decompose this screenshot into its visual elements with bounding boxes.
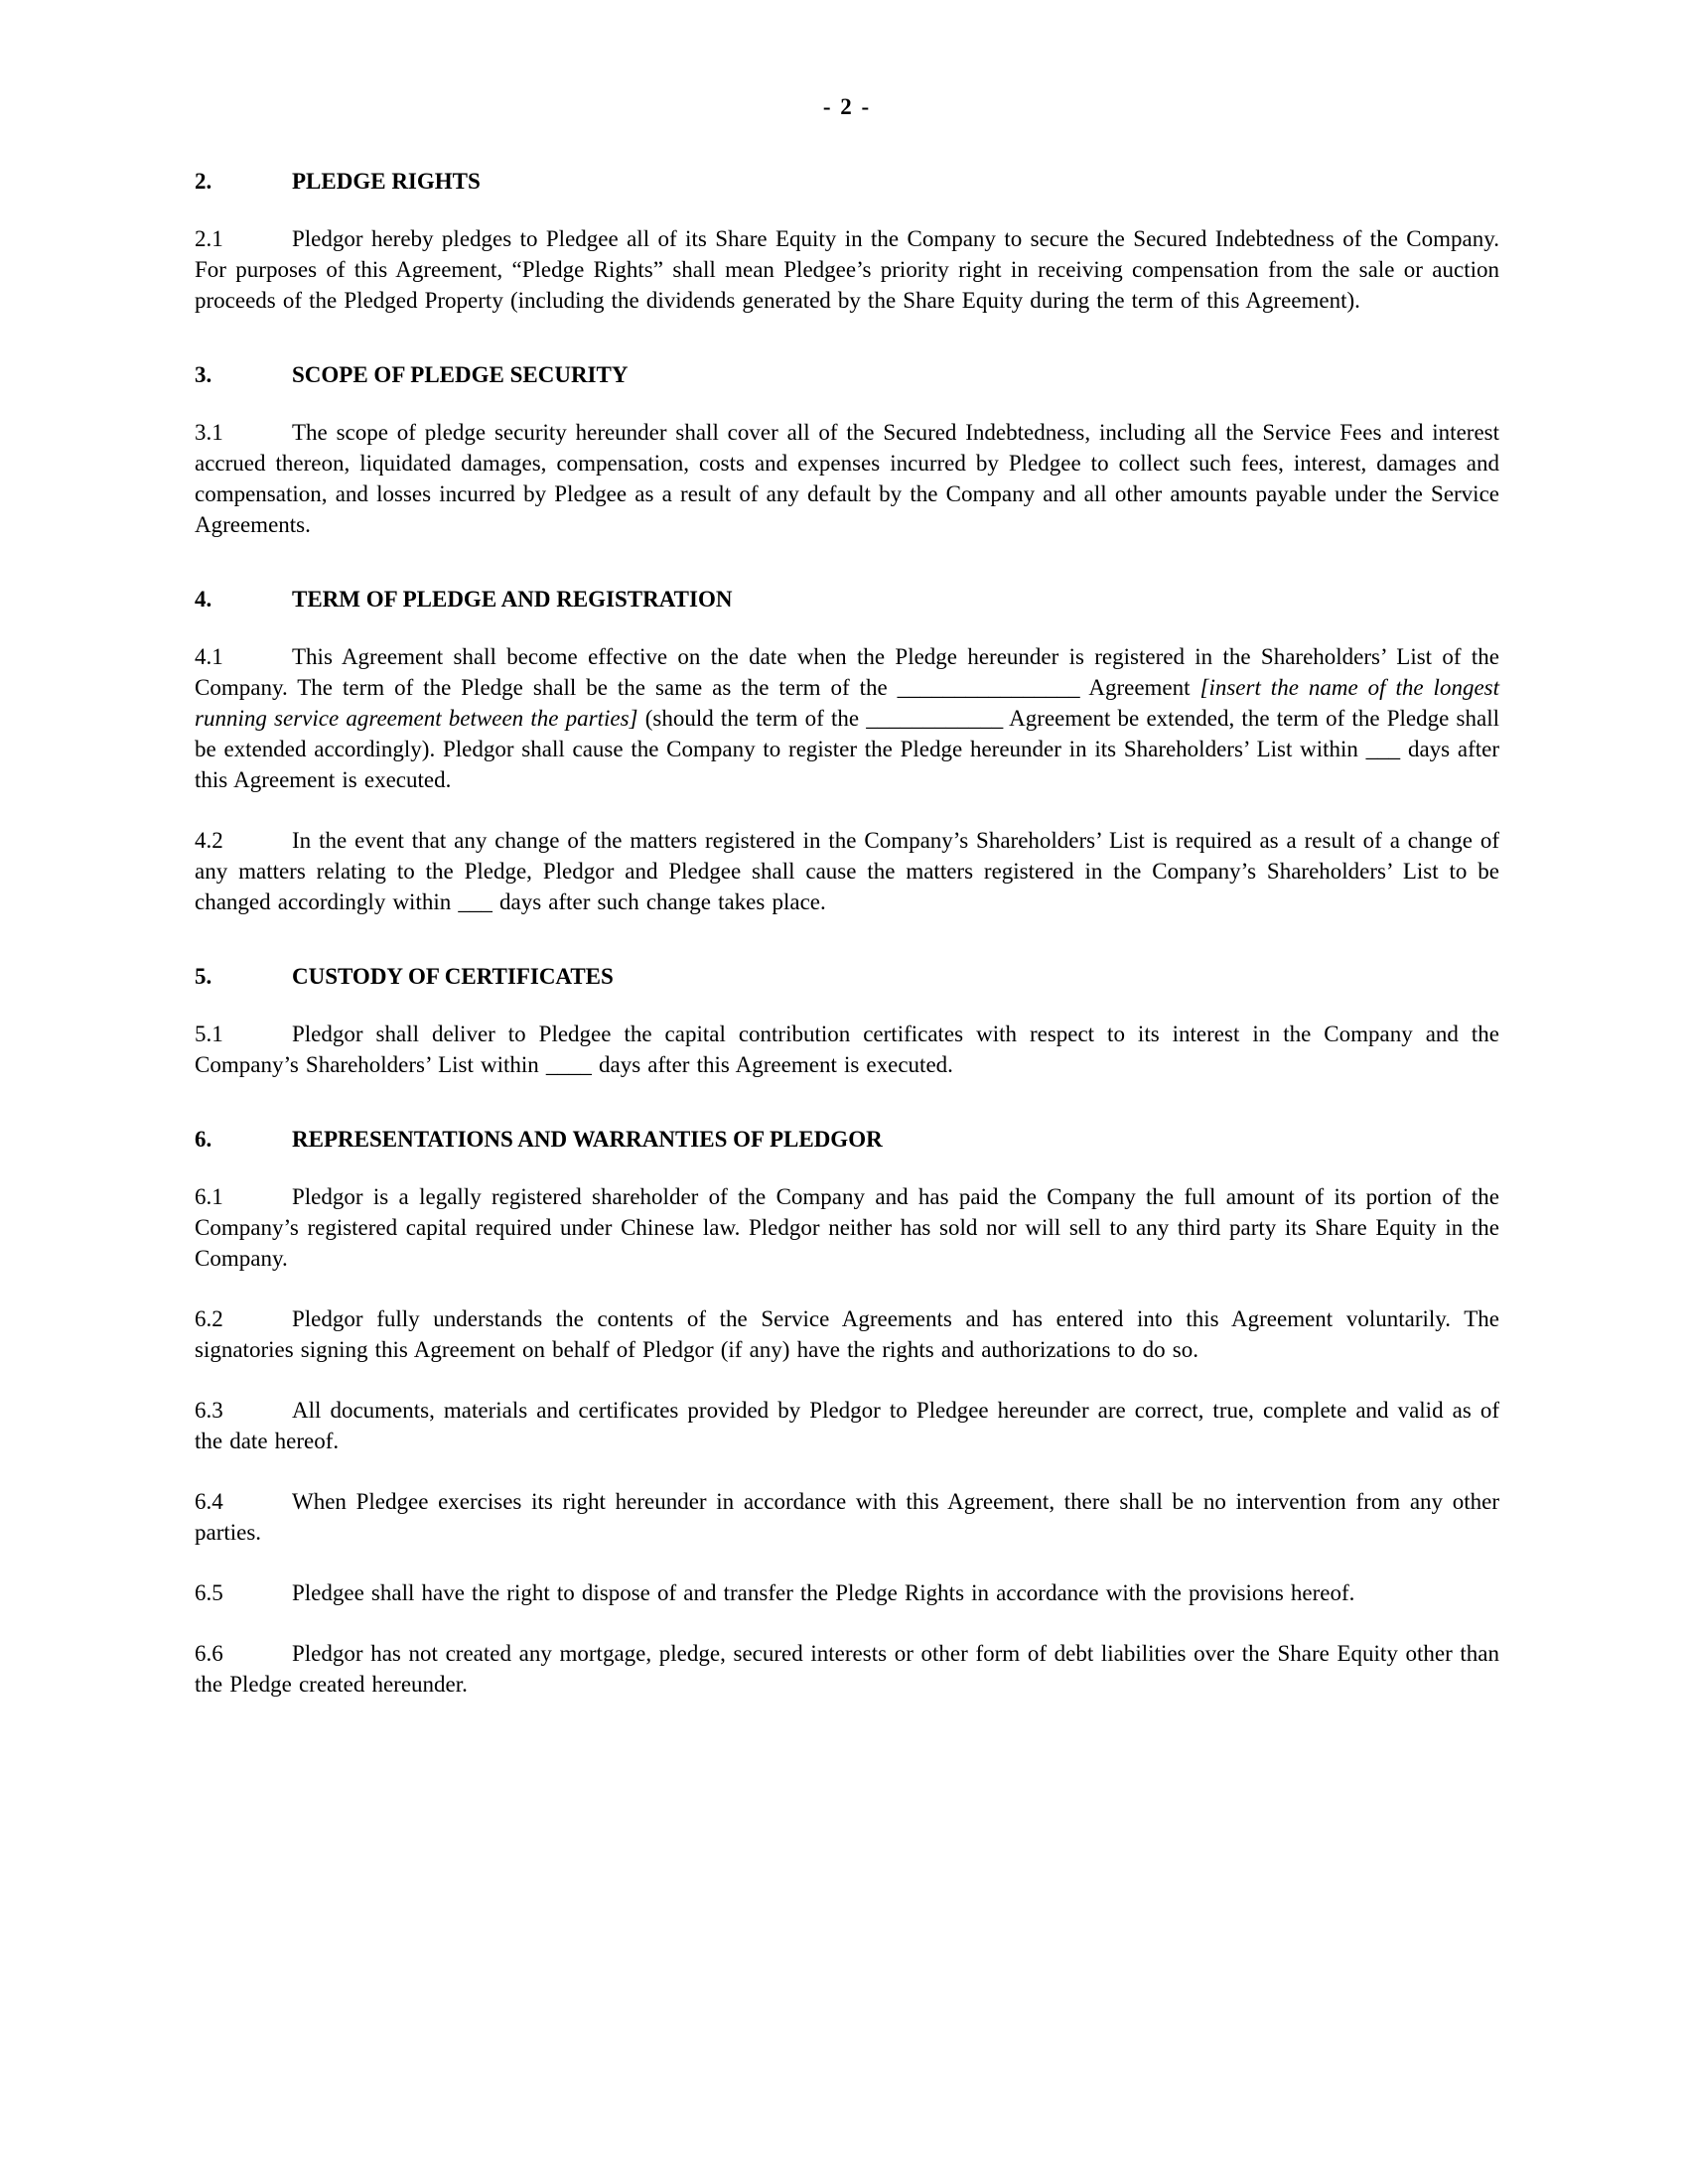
clause-text: In the event that any change of the matters registered in the Company’s Shareholders’ List is required as a result of a change of any matters relating to the Pledge, Pledgor and Pledgee shall cause the matters registered in the Company’s Shareholders’ List to be changed accordingly within ___ days after such change takes place. — [195, 828, 1499, 914]
section-heading-scope-of-pledge-security — [195, 359, 1499, 390]
section-title: SCOPE OF PLEDGE SECURITY — [292, 362, 629, 387]
clause-text: Pledgee shall have the right to dispose of and transfer the Pledge Rights in accordance with the provisions hereof. — [292, 1580, 1355, 1605]
clause-number: 6.2 — [195, 1306, 223, 1331]
clause-number: 6.6 — [195, 1641, 223, 1666]
clause-text: The scope of pledge security hereunder shall cover all of the Secured Indebtedness, including all the Service Fees and interest accrued thereon, liquidated damages, compensation, costs and expenses incurred by Pledgee to collect such fees, interest, damages and compensation, and losses incurred by Pledgee as a result of any default by the Company and all other amounts payable under the Service Agreements. — [195, 420, 1499, 537]
clause-text: Pledgor has not created any mortgage, pledge, secured interests or other form of debt liabilities over the Share Equity other than the Pledge created hereunder. — [195, 1641, 1499, 1697]
clause-3-1 — [195, 417, 1499, 540]
section-title: PLEDGE RIGHTS — [292, 169, 481, 194]
clause-6-2 — [195, 1303, 1499, 1365]
clause-number: 4.2 — [195, 828, 223, 853]
section-title: TERM OF PLEDGE AND REGISTRATION — [292, 587, 733, 612]
section-number: 3. — [195, 362, 212, 387]
clause-text: When Pledgee exercises its right hereunder in accordance with this Agreement, there shall be no intervention from any other parties. — [195, 1489, 1499, 1545]
clause-number: 4.1 — [195, 644, 223, 669]
clause-number: 2.1 — [195, 226, 223, 251]
section-title: CUSTODY OF CERTIFICATES — [292, 964, 614, 989]
clause-number: 6.3 — [195, 1398, 223, 1423]
section-heading-pledge-rights — [195, 166, 1499, 197]
clause-4-1 — [195, 641, 1499, 795]
section-heading-term-of-pledge-and-registration — [195, 584, 1499, 614]
clause-4-2 — [195, 825, 1499, 917]
section-heading-representations-and-warranties — [195, 1124, 1499, 1155]
clause-text: All documents, materials and certificates provided by Pledgor to Pledgee hereunder are correct, true, complete and valid as of the date hereof. — [195, 1398, 1499, 1453]
clause-6-3 — [195, 1395, 1499, 1456]
clause-number: 6.5 — [195, 1580, 223, 1605]
page-number: - 2 - — [822, 94, 872, 119]
clause-number: 3.1 — [195, 420, 223, 445]
clause-text: (should the term of the ____________ Agreement be extended, the term of the Pledge shall be extended accordingly). Pledgor shall cause the Company to register the Pledge hereunder in its Shareholders’ List within ___ days after this Agreement is executed. — [195, 706, 1499, 792]
section-heading-custody-of-certificates — [195, 961, 1499, 992]
clause-text: Pledgor hereby pledges to Pledgee all of its Share Equity in the Company to secure the Secured Indebtedness of the Company. For purposes of this Agreement, “Pledge Rights” shall mean Pledgee’s priority right in receiving compensation from the sale or auction proceeds of the Pledged Property (including the dividends generated by the Share Equity during the term of this Agreement). — [195, 226, 1499, 313]
clause-5-1 — [195, 1019, 1499, 1080]
clause-text: This Agreement shall become effective on the date when the Pledge hereunder is registered in the Shareholders’ List of the Company. The term of the Pledge shall be the same as the term of the ________________ Agreement — [195, 644, 1499, 700]
clause-text: Pledgor fully understands the contents of the Service Agreements and has entered into this Agreement voluntarily. The signatories signing this Agreement on behalf of Pledgor (if any) have the rights and authorizations to do so. — [195, 1306, 1499, 1362]
clause-6-4 — [195, 1486, 1499, 1548]
section-number: 6. — [195, 1127, 212, 1152]
section-number: 5. — [195, 964, 212, 989]
section-number: 4. — [195, 587, 212, 612]
clause-text: Pledgor shall deliver to Pledgee the capital contribution certificates with respect to its interest in the Company and the Company’s Shareholders’ List within ____ days after this Agreement is executed. — [195, 1022, 1499, 1077]
section-title: REPRESENTATIONS AND WARRANTIES OF PLEDGOR — [292, 1127, 883, 1152]
clause-number: 6.1 — [195, 1184, 223, 1209]
clause-number: 5.1 — [195, 1022, 223, 1046]
clause-6-1 — [195, 1181, 1499, 1274]
clause-text: Pledgor is a legally registered shareholder of the Company and has paid the Company the full amount of its portion of the Company’s registered capital required under Chinese law. Pledgor neither has sold nor will sell to any third party its Share Equity in the Company. — [195, 1184, 1499, 1271]
clause-6-6 — [195, 1638, 1499, 1700]
section-number: 2. — [195, 169, 212, 194]
clause-2-1 — [195, 223, 1499, 316]
clause-number: 6.4 — [195, 1489, 223, 1514]
clause-drafting-note: [insert the name of the longest running service agreement between the parties] — [195, 675, 1500, 731]
clause-6-5 — [195, 1577, 1499, 1608]
